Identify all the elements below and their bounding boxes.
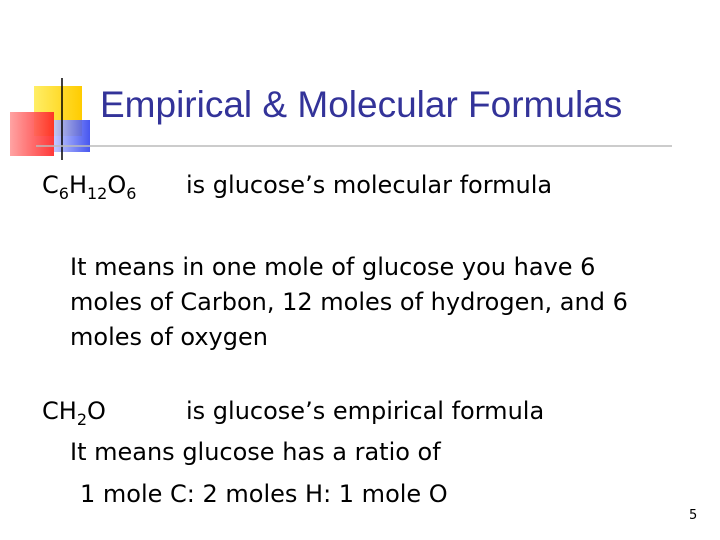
empirical-formula: $CH_2O$ [42,397,106,429]
empirical-description: is glucose’s empirical formula [186,397,545,425]
molecular-meaning [70,250,628,355]
empirical-meaning: It means glucose has a ratio of [70,438,441,466]
molecular-meaning-line: It means in one mole of glucose you have 6 [70,253,596,281]
page-number: 5 [689,508,698,523]
slide-title: Empirical & Molecular Formulas [100,84,623,125]
blue-square [54,120,90,152]
molecular-meaning-line: moles of oxygen [70,323,268,351]
molecular-formula: $C_6H_{12}O_6$ [42,171,137,203]
red-square [10,112,54,156]
mole-ratio: 1 mole C: 2 moles H: 1 mole O [80,480,448,508]
molecular-meaning-line: moles of Carbon, 12 moles of hydrogen, and 6 [70,288,628,316]
molecular-description: is glucose’s molecular formula [186,171,553,199]
